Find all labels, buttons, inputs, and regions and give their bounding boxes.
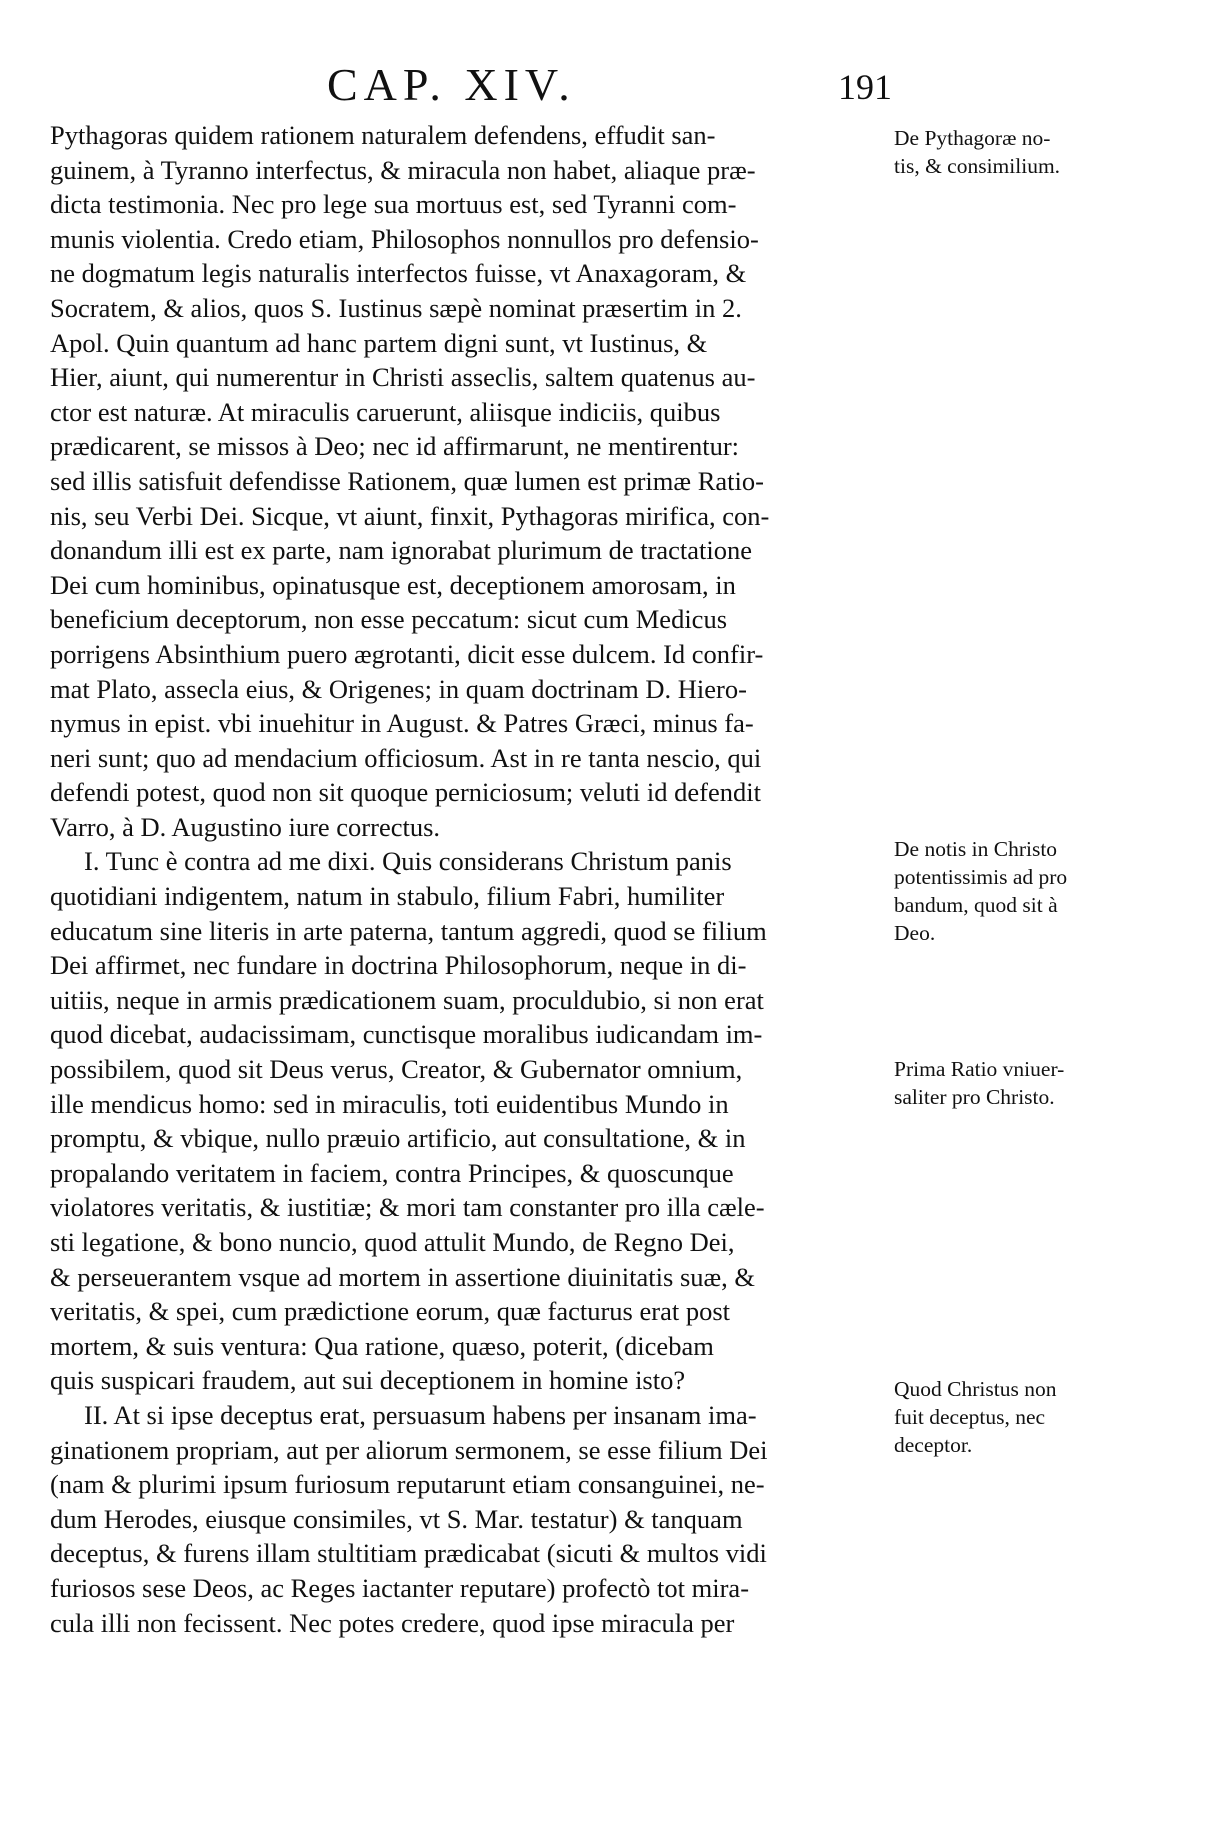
text-line: quod dicebat, audacissimam, cunctisque moralibus iudicandam im-: [50, 1019, 763, 1050]
margin-note-line: potentissimis ad pro: [894, 865, 1068, 889]
margin-note-line: De notis in Christo: [894, 837, 1058, 861]
text-line: guinem, à Tyranno interfectus, & miracula non habet, aliaque præ-: [50, 154, 756, 185]
margin-note-line: tis, & consimilium.: [894, 154, 1061, 178]
text-line: prædicarent, se missos à Deo; nec id affirmarunt, ne mentirentur:: [50, 431, 740, 462]
text-line: Dei affirmet, nec fundare in doctrina Philosophorum, neque in di-: [50, 950, 747, 981]
text-line: dum Herodes, eiusque consimiles, vt S. Mar. testatur) & tanquam: [50, 1503, 743, 1534]
text-line: furiosos sese Deos, ac Reges iactanter reputare) profectò tot mira-: [50, 1572, 750, 1603]
margin-note-line: Prima Ratio vniuer-: [894, 1057, 1065, 1081]
text-line: beneficium deceptorum, non esse peccatum: sicut cum Medicus: [50, 604, 728, 635]
text-line: mortem, & suis ventura: Qua ratione, quæso, poterit, (dicebam: [50, 1330, 714, 1361]
section-start-line: I. Tunc è contra ad me dixi. Quis considerans Christum panis: [84, 846, 732, 877]
text-line: quis suspicari fraudem, aut sui deceptionem in homine isto?: [50, 1365, 686, 1396]
text-line: donandum illi est ex parte, nam ignorabat plurimum de tractatione: [50, 535, 753, 566]
margin-note-non-deceptus: [894, 1375, 1194, 1459]
text-line: promptu, & vbique, nullo præuio artificio, aut consultatione, & in: [50, 1123, 746, 1154]
margin-note-line: Deo.: [894, 921, 936, 945]
text-line: ctor est naturæ. At miraculis caruerunt, aliisque indiciis, quibus: [50, 396, 721, 427]
text-line: veritatis, & spei, cum prædictione eorum, quæ facturus erat post: [50, 1296, 731, 1327]
text-line: ginationem propriam, aut per aliorum sermonem, se esse filium Dei: [50, 1434, 768, 1465]
text-line: ne dogmatum legis naturalis interfectos fuisse, vt Anaxagoram, &: [50, 258, 747, 289]
text-line: sed illis satisfuit defendisse Rationem, quæ lumen est primæ Ratio-: [50, 465, 764, 496]
margin-note-pythagoras: [894, 124, 1194, 180]
text-line: Apol. Quin quantum ad hanc partem digni sunt, vt Iustinus, &: [50, 327, 708, 358]
margin-note-notes-in-christ: [894, 835, 1194, 947]
chapter-heading: CAP. XIV.: [327, 59, 576, 110]
section-start-line: II. At si ipse deceptus erat, persuasum habens per insanam ima-: [84, 1399, 757, 1430]
text-line: dicta testimonia. Nec pro lege sua mortuus est, sed Tyranni com-: [50, 189, 737, 220]
text-line: uitiis, neque in armis prædicationem suam, proculdubio, si non erat: [50, 984, 764, 1015]
text-line: sti legatione, & bono nuncio, quod attulit Mundo, de Regno Dei,: [50, 1227, 735, 1257]
text-line: porrigens Absinthium puero ægrotanti, dicit esse dulcem. Id confir-: [50, 638, 764, 669]
text-line: ille mendicus homo: sed in miraculis, toti euidentibus Mundo in: [50, 1088, 729, 1119]
text-line: munis violentia. Credo etiam, Philosophos nonnullos pro defensio-: [50, 223, 759, 254]
margin-note-line: fuit deceptus, nec: [894, 1405, 1046, 1429]
text-line: defendi potest, quod non sit quoque perniciosum; veluti id defendit: [50, 777, 761, 808]
margin-note-line: bandum, quod sit à: [894, 893, 1058, 917]
margin-note-line: Quod Christus non: [894, 1377, 1057, 1401]
text-line: (nam & plurimi ipsum furiosum reputarunt etiam consanguinei, ne-: [50, 1469, 765, 1500]
text-line: Dei cum hominibus, opinatusque est, deceptionem amorosam, in: [50, 569, 736, 600]
text-line: & perseuerantem vsque ad mortem in assertione diuinitatis suæ, &: [50, 1261, 756, 1292]
text-line: quotidiani indigentem, natum in stabulo, filium Fabri, humiliter: [50, 881, 725, 912]
text-line: possibilem, quod sit Deus verus, Creator, & Gubernator omnium,: [50, 1054, 743, 1085]
text-line: Socratem, & alios, quos S. Iustinus sæpè nominat præsertim in 2.: [50, 292, 742, 323]
text-line: propalando veritatem in faciem, contra Principes, & quoscunque: [50, 1157, 734, 1188]
text-line: neri sunt; quo ad mendacium officiosum. Ast in re tanta nescio, qui: [50, 742, 762, 773]
margin-note-line: saliter pro Christo.: [894, 1085, 1055, 1109]
text-line: cula illi non fecissent. Nec potes credere, quod ipse miracula per: [50, 1607, 735, 1638]
text-line: nymus in epist. vbi inuehitur in August. & Patres Græci, minus fa-: [50, 708, 754, 739]
page-number: 191: [838, 67, 892, 107]
text-line: Hier, aiunt, qui numerentur in Christi asseclis, saltem quatenus au-: [50, 362, 756, 393]
main-text-column: [50, 118, 890, 1640]
text-line: Varro, à D. Augustino iure correctus.: [50, 811, 441, 842]
text-line: educatum sine literis in arte paterna, tantum aggredi, quod se filium: [50, 915, 767, 946]
margin-note-prima-ratio: [894, 1055, 1194, 1111]
text-line: deceptus, & furens illam stultitiam prædicabat (sicuti & multos vidi: [50, 1538, 767, 1569]
text-line: mat Plato, assecla eius, & Origenes; in quam doctrinam D. Hiero-: [50, 673, 747, 704]
margin-note-line: De Pythagoræ no-: [894, 126, 1051, 150]
text-line: nis, seu Verbi Dei. Sicque, vt aiunt, finxit, Pythagoras mirifica, con-: [50, 500, 770, 531]
text-line: violatores veritatis, & iustitiæ; & mori tam constanter pro illa cæle-: [50, 1192, 765, 1223]
margin-note-line: deceptor.: [894, 1433, 973, 1457]
text-line: Pythagoras quidem rationem naturalem defendens, effudit san-: [50, 120, 716, 150]
